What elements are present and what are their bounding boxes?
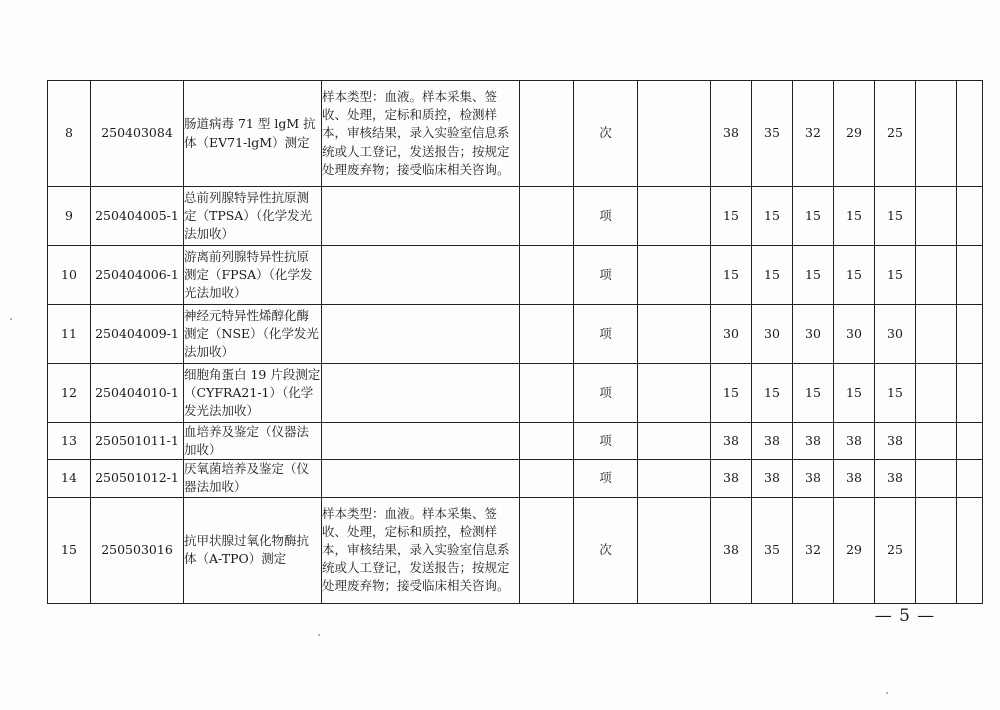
item-name: 厌氧菌培养及鉴定（仪器法加收）: [184, 460, 322, 497]
price-level-1: 15: [711, 246, 752, 305]
price-level-2: 15: [752, 187, 793, 246]
empty-cell: [638, 460, 711, 497]
price-level-5: 15: [875, 246, 916, 305]
price-level-1: 15: [711, 187, 752, 246]
item-description: 样本类型：血液。样本采集、签收、处理，定标和质控，检测样本，审核结果，录入实验室信息系统或人工登记，发送报告；按规定处理废弃物；接受临床相关咨询。: [322, 81, 520, 187]
empty-cell: [916, 305, 957, 364]
empty-cell: [520, 364, 574, 423]
row-number: 9: [48, 187, 91, 246]
price-level-3: 32: [793, 81, 834, 187]
item-code: 250404005-1: [91, 187, 184, 246]
price-level-4: 15: [834, 246, 875, 305]
item-description: [322, 423, 520, 460]
empty-cell: [916, 423, 957, 460]
price-level-2: 35: [752, 81, 793, 187]
empty-cell: [957, 423, 983, 460]
price-level-2: 30: [752, 305, 793, 364]
item-description: [322, 364, 520, 423]
row-number: 10: [48, 246, 91, 305]
pricing-unit: 次: [574, 497, 638, 603]
empty-cell: [520, 460, 574, 497]
item-code: 250404010-1: [91, 364, 184, 423]
item-code: 250501012-1: [91, 460, 184, 497]
item-description: [322, 246, 520, 305]
price-level-2: 38: [752, 423, 793, 460]
price-level-5: 25: [875, 81, 916, 187]
empty-cell: [916, 460, 957, 497]
row-number: 12: [48, 364, 91, 423]
scan-speck: [10, 318, 12, 320]
price-level-4: 15: [834, 187, 875, 246]
price-level-4: 38: [834, 423, 875, 460]
item-code: 250503016: [91, 497, 184, 603]
item-code: 250404009-1: [91, 305, 184, 364]
price-level-1: 15: [711, 364, 752, 423]
price-level-5: 25: [875, 497, 916, 603]
table-row: [48, 423, 983, 460]
empty-cell: [916, 497, 957, 603]
item-name: 神经元特异性烯醇化酶测定（NSE）（化学发光法加收）: [184, 305, 322, 364]
item-code: 250501011-1: [91, 423, 184, 460]
item-description: [322, 460, 520, 497]
pricing-unit: 项: [574, 460, 638, 497]
price-level-2: 35: [752, 497, 793, 603]
price-level-2: 15: [752, 364, 793, 423]
item-code: 250403084: [91, 81, 184, 187]
empty-cell: [520, 305, 574, 364]
table-row: [48, 364, 983, 423]
pricing-unit: 项: [574, 246, 638, 305]
price-level-3: 38: [793, 460, 834, 497]
price-level-5: 38: [875, 460, 916, 497]
pricing-unit: 项: [574, 187, 638, 246]
price-level-1: 38: [711, 81, 752, 187]
empty-cell: [520, 81, 574, 187]
scan-speck: [318, 634, 320, 636]
price-level-3: 32: [793, 497, 834, 603]
empty-cell: [957, 364, 983, 423]
empty-cell: [638, 423, 711, 460]
empty-cell: [520, 187, 574, 246]
empty-cell: [957, 497, 983, 603]
item-name: 细胞角蛋白 19 片段测定（CYFRA21-1）（化学发光法加收）: [184, 364, 322, 423]
empty-cell: [638, 305, 711, 364]
price-level-1: 38: [711, 460, 752, 497]
price-level-5: 30: [875, 305, 916, 364]
item-name: 血培养及鉴定（仪器法加收）: [184, 423, 322, 460]
price-level-4: 30: [834, 305, 875, 364]
price-level-1: 30: [711, 305, 752, 364]
table-row: [48, 81, 983, 187]
empty-cell: [957, 246, 983, 305]
item-description: 样本类型：血液。样本采集、签收、处理，定标和质控，检测样本，审核结果，录入实验室信息系统或人工登记，发送报告；按规定处理废弃物；接受临床相关咨询。: [322, 497, 520, 603]
table-row: [48, 497, 983, 603]
empty-cell: [957, 81, 983, 187]
empty-cell: [520, 246, 574, 305]
empty-cell: [638, 246, 711, 305]
item-name: 总前列腺特异性抗原测定（TPSA）（化学发光法加收）: [184, 187, 322, 246]
item-name: 抗甲状腺过氧化物酶抗体（A-TPO）测定: [184, 497, 322, 603]
fee-table: [47, 80, 983, 604]
empty-cell: [638, 81, 711, 187]
table-row: [48, 305, 983, 364]
price-level-2: 38: [752, 460, 793, 497]
item-code: 250404006-1: [91, 246, 184, 305]
price-level-1: 38: [711, 423, 752, 460]
pricing-unit: 项: [574, 364, 638, 423]
empty-cell: [957, 305, 983, 364]
price-level-3: 15: [793, 364, 834, 423]
empty-cell: [916, 246, 957, 305]
row-number: 13: [48, 423, 91, 460]
pricing-unit: 项: [574, 423, 638, 460]
price-level-5: 15: [875, 187, 916, 246]
empty-cell: [916, 187, 957, 246]
price-level-3: 15: [793, 187, 834, 246]
table-row: [48, 460, 983, 497]
price-level-4: 29: [834, 497, 875, 603]
table-row: [48, 187, 983, 246]
empty-cell: [957, 187, 983, 246]
scan-speck: [886, 692, 888, 694]
price-level-3: 15: [793, 246, 834, 305]
pricing-unit: 次: [574, 81, 638, 187]
price-level-3: 30: [793, 305, 834, 364]
price-level-1: 38: [711, 497, 752, 603]
price-level-2: 15: [752, 246, 793, 305]
empty-cell: [638, 187, 711, 246]
price-level-4: 15: [834, 364, 875, 423]
empty-cell: [638, 364, 711, 423]
empty-cell: [520, 497, 574, 603]
item-description: [322, 187, 520, 246]
row-number: 11: [48, 305, 91, 364]
row-number: 15: [48, 497, 91, 603]
item-description: [322, 305, 520, 364]
pricing-unit: 项: [574, 305, 638, 364]
price-level-5: 38: [875, 423, 916, 460]
item-name: 肠道病毒 71 型 lgM 抗体（EV71-lgM）测定: [184, 81, 322, 187]
empty-cell: [957, 460, 983, 497]
page-number: — 5 —: [874, 606, 936, 626]
price-level-4: 38: [834, 460, 875, 497]
table-row: [48, 246, 983, 305]
item-name: 游离前列腺特异性抗原测定（FPSA）（化学发光法加收）: [184, 246, 322, 305]
price-level-5: 15: [875, 364, 916, 423]
price-level-3: 38: [793, 423, 834, 460]
empty-cell: [916, 364, 957, 423]
row-number: 14: [48, 460, 91, 497]
row-number: 8: [48, 81, 91, 187]
empty-cell: [916, 81, 957, 187]
price-level-4: 29: [834, 81, 875, 187]
empty-cell: [520, 423, 574, 460]
empty-cell: [638, 497, 711, 603]
